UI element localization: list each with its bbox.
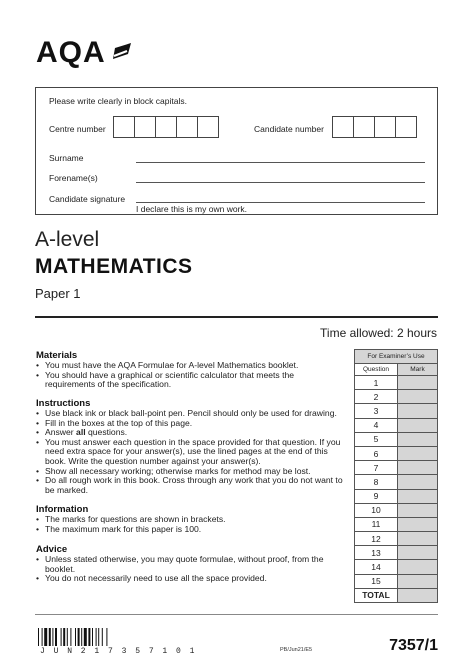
logo-text: AQA [36,36,106,69]
instructions-heading: Instructions [36,398,91,409]
list-item: • You must have the AQA Formulae for A-level Mathematics booklet. [36,361,336,371]
table-row [355,503,438,517]
text-span: Answer [45,427,77,438]
forenames-label: Forename(s) [49,173,98,183]
table-row [355,517,438,531]
surname-field[interactable] [136,162,425,163]
centre-digit-box[interactable] [134,116,156,138]
paper-number: Paper 1 [35,286,81,301]
footer-divider [35,614,438,615]
list-item: • Fill in the boxes at the top of this page. [36,419,348,429]
mark-cell[interactable] [398,376,438,390]
centre-number-label: Centre number [49,124,106,134]
table-row [355,376,438,390]
list-item: • You do not necessarily need to use all the space provided. [36,574,344,584]
mark-cell[interactable] [398,560,438,574]
list-item: • Use black ink or black ball-point pen. Pencil should only be used for drawing. [36,409,348,419]
barcode [38,628,158,646]
examiner-table-title: For Examiner’s Use [355,350,438,364]
table-row [355,546,438,560]
information-list [36,515,336,534]
question-number: 13 [355,546,398,560]
subject-title: MATHEMATICS [35,255,193,278]
candidate-digit-box[interactable] [395,116,417,138]
forenames-field[interactable] [136,182,425,183]
divider [35,316,438,318]
question-number: 2 [355,390,398,404]
question-number: 8 [355,475,398,489]
instructions-list [36,409,348,495]
question-number: 5 [355,432,398,446]
question-number: 6 [355,446,398,460]
mark-cell[interactable] [398,475,438,489]
text-span: questions. [85,427,128,438]
table-row [355,390,438,404]
information-heading: Information [36,504,89,515]
total-row [355,588,438,602]
table-row [355,532,438,546]
candidate-number-boxes[interactable] [333,116,417,138]
table-row [355,418,438,432]
mark-cell[interactable] [398,517,438,531]
paper-code: 7357/1 [389,637,438,654]
examiner-use-table [354,349,438,603]
centre-digit-box[interactable] [155,116,177,138]
list-item: • Unless stated otherwise, you may quote formulae, without proof, from the booklet. [36,555,344,574]
advice-heading: Advice [36,544,68,555]
table-row [355,560,438,574]
table-row [355,432,438,446]
mark-cell[interactable] [398,546,438,560]
mark-column-header: Mark [398,364,438,376]
table-row [355,489,438,503]
centre-number-boxes[interactable] [114,116,219,138]
declaration-text: I declare this is my own work. [136,204,248,214]
mark-cell[interactable] [398,432,438,446]
question-number: 15 [355,574,398,588]
aqa-logo [36,38,133,68]
list-item: • The maximum mark for this paper is 100. [36,525,336,535]
centre-digit-box[interactable] [197,116,219,138]
candidate-digit-box[interactable] [353,116,375,138]
list-item: • You should have a graphical or scientific calculator that meets the requirements of the specification. [36,371,336,390]
qualification-level: A-level [35,228,100,251]
question-number: 14 [355,560,398,574]
mark-cell[interactable] [398,461,438,475]
mark-cell[interactable] [398,418,438,432]
table-row [355,446,438,460]
table-row [355,404,438,418]
table-row [355,475,438,489]
mark-cell[interactable] [398,574,438,588]
list-item: • Show all necessary working; otherwise marks for method may be lost. [36,467,348,477]
surname-label: Surname [49,153,84,163]
question-column-header: Question [355,364,398,376]
question-number: 4 [355,418,398,432]
table-row [355,461,438,475]
mark-cell[interactable] [398,503,438,517]
list-item: • You must answer each question in the space provided for that question. If you need extra space for your answer(s), use the lined pages at the end of this book. Write the question number against your answer(s). [36,438,348,467]
mark-cell[interactable] [398,489,438,503]
block-capitals-instruction: Please write clearly in block capitals. [49,96,187,106]
total-mark-cell[interactable] [398,588,438,602]
barcode-number: J U N 2 1 7 3 5 7 1 0 1 [40,647,197,656]
question-number: 11 [355,517,398,531]
mark-cell[interactable] [398,446,438,460]
advice-list [36,555,344,584]
candidate-number-label: Candidate number [254,124,324,134]
question-number: 7 [355,461,398,475]
signature-field[interactable] [136,202,425,203]
paper-reference: PB/Jun21/E5 [280,647,313,653]
mark-cell[interactable] [398,404,438,418]
signature-label: Candidate signature [49,194,126,204]
logo-mark-icon [111,42,133,64]
centre-digit-box[interactable] [176,116,198,138]
mark-cell[interactable] [398,532,438,546]
emphasis-text: all [76,427,86,438]
question-number: 1 [355,376,398,390]
question-number: 10 [355,503,398,517]
question-number: 3 [355,404,398,418]
materials-heading: Materials [36,350,78,361]
mark-cell[interactable] [398,390,438,404]
materials-list [36,361,336,390]
total-label: TOTAL [355,588,398,602]
time-allowed: Time allowed: 2 hours [320,326,437,340]
question-number: 12 [355,532,398,546]
list-item: • Do all rough work in this book. Cross through any work that you do not want to be marked. [36,476,348,495]
question-number: 9 [355,489,398,503]
candidate-digit-box[interactable] [332,116,354,138]
candidate-details-box [35,87,438,215]
candidate-digit-box[interactable] [374,116,396,138]
list-item: • The marks for questions are shown in brackets. [36,515,336,525]
table-row [355,574,438,588]
centre-digit-box[interactable] [113,116,135,138]
